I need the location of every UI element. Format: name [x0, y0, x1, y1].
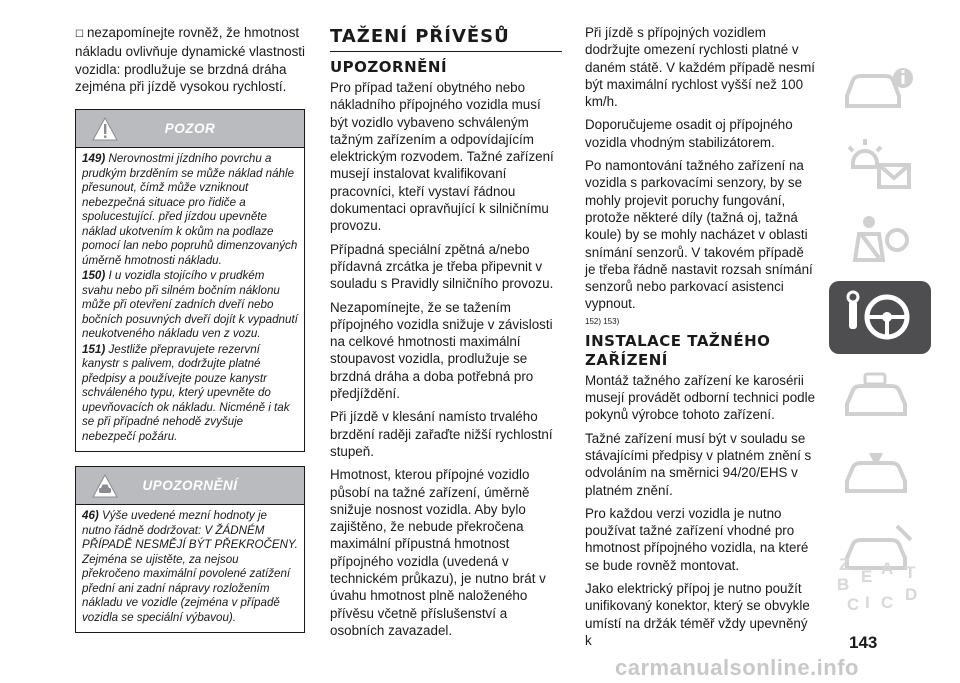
body-paragraph: Tažné zařízení musí být v souladu se stávajícími předpisy v platném znění s odvoláním na směrnici 94/20/EHS v platném znění.	[585, 430, 812, 498]
note-text: Výše uvedené mezní hodnoty je nutno řádně dodržovat: V ŽÁDNÉM PŘÍPADĚ NESMĚJÍ BÝT PŘEKROČENY. Zejména se ujistěte, za nejsou překročeno maximální povolené zatížení přední ani zadní nápravy rozložením nákladu ve vozidle (zejména v případě vozidla se speciální výbavou).	[82, 509, 298, 624]
body-paragraph: Hmotnost, kterou přípojné vozidlo působí na tažné zařízení, úměrně snižuje nosnost vozidla. Aby bylo zajištěno, že nebude překročena maximální přípustná hmotnost přípojného vozidla (uvedená v technickém průkazu), je nutno brát v úvahu hmotnost plně naloženého přívěsu včetně příslušenství a osobních zavazadel.	[330, 467, 546, 638]
section-heading-towing: TAŽENÍ PŘÍVĚSŮ	[330, 26, 562, 52]
body-paragraph: Při jízdě v klesání namísto trvalého brzdění raději zařaďte nižší rychlostní stupeň.	[330, 409, 553, 459]
note-box	[75, 466, 305, 633]
hitch-paragraphs	[585, 372, 815, 649]
chapter-index-sidebar	[829, 50, 931, 589]
steering-wheel-key-icon	[839, 287, 919, 347]
note-item	[82, 269, 298, 342]
body-paragraph: Pro případ tažení obytného nebo nákladního přípojného vozidla musí být vozidlo vybaveno schváleným tažným zařízením a odpovídajícím elektrickým rozvodem. Tažné zařízení musejí instalovat kvalifikovaní pracovníci, kteří vystaví řádnou dokumentaci opravňující k silničnímu provozu.	[330, 80, 554, 234]
seatbelt-airbag-icon	[839, 210, 919, 270]
tab-in-emergency[interactable]	[829, 358, 931, 431]
warning-box-header	[76, 110, 304, 148]
car-info-icon	[839, 56, 919, 116]
warning-body	[76, 148, 304, 451]
note-item	[82, 343, 298, 445]
column-1	[75, 24, 305, 633]
note-text: I u vozidla stojícího v prudkém svahu nebo při silném bočním náklonu může při otevření zadních dveří nebo bočních posuvných dveří dojít k vypadnutí neukotveného nákladu ven z vozu.	[82, 269, 298, 341]
index-letter: I	[865, 593, 870, 612]
body-paragraph: Pro každou verzi vozidla je nutno používat tažné zařízení vhodné pro hmotnost přípojného vozidla, na které se bude rovněž montovat.	[585, 505, 809, 573]
note-title: UPOZORNĚNÍ	[142, 478, 238, 494]
tab-car-info[interactable]	[829, 50, 931, 123]
car-breakdown-icon	[839, 441, 919, 501]
car-service-icon	[839, 364, 919, 424]
note-ref: 151)	[82, 342, 106, 356]
subheading-notice: UPOZORNĚNÍ	[330, 58, 448, 76]
index-letter: A	[881, 559, 894, 578]
column-2	[330, 24, 562, 645]
body-paragraph: Montáž tažného zařízení ke karosérii musejí provádět odborní technici podle pokynů výrobce tohoto zařízení.	[585, 372, 816, 423]
body-paragraph: Doporučujeme osadit oj přípojného vozidla vhodným stabilizátorem.	[585, 117, 793, 150]
column-3	[585, 24, 815, 655]
warning-box	[75, 109, 305, 452]
note-box-header	[76, 467, 304, 505]
note-item	[82, 152, 298, 268]
note-text: Nerovnostmi jízdního povrchu a prudkým brzděním se může náklad náhle přesunout, čímž může vzniknout nebezpečná situace pro řidiče a spolucestující. před jízdou upevněte náklad ukotvením k okům na podlaze pomocí lan nebo popruhů dimenzovaných úměrně hmotnosti nákladu.	[82, 152, 298, 267]
note-text: Jestliže přepravujete rezervní kanystr s palivem, dodržujte platné předpisy a používejte pouze kanystr schváleného typu, který upevněte do upevňovacích ok nákladu. Nicméně i tak se při případné nehodě zvyšuje nebezpečí požáru.	[82, 342, 290, 443]
note-item	[82, 509, 298, 625]
section-heading-hitch-installation: INSTALACE TAŽNÉHO ZAŘÍZENÍ	[585, 331, 771, 369]
index-letter: E	[861, 567, 873, 586]
warning-title: POZOR	[164, 121, 216, 137]
body-paragraph: Případná speciální zpětná a/nebo přídavná zrcátka je třeba připevnit v souladu s Pravidly silničního provozu.	[330, 241, 554, 292]
body-paragraph: Jako elektrický přípoj je nutno použít unifikovaný konektor, který se obvykle umístí na držák téměř vždy upevněný k	[585, 581, 810, 648]
index-letter: C	[847, 595, 860, 614]
tab-warning-lights[interactable]	[829, 127, 931, 200]
note-references: 152) 153)	[585, 316, 620, 326]
body-paragraph: Nezapomínejte, že se tažením přípojného vozidla snižuje v závislosti na celkové hmotnosti maximální stoupavost vozidla, prodlužuje se brzdná dráha a doba potřebná pro předjíždění.	[330, 299, 553, 402]
intro-paragraph: ☐ nezapomínejte rovněž, že hmotnost nákladu ovlivňuje dynamické vlastnosti vozidla: prodlužuje se brzdná dráha zejména při jízdě vysokou rychlostí.	[75, 24, 305, 95]
speed-paragraphs	[585, 24, 815, 313]
note-body	[76, 505, 304, 632]
alphabetical-index-tab[interactable]	[835, 553, 925, 613]
body-paragraph: Po namontování tažného zařízení na vozidla s parkovacími senzory, by se mohly projevit poruchy fungování, protože některé díly (tažná oj, tažná koule) by se mohly nacházet v oblasti snímání senzorů. V takovém případě je třeba řádně nastavit rozsah snímání senzorů nebo parkovací asistenci vypnout.	[585, 158, 813, 312]
page-number: 143	[849, 633, 878, 652]
tab-maintenance[interactable]	[829, 435, 931, 508]
body-paragraph: Při jízdě s přípojných vozidlem dodržujte omezení rychlosti platné v daném státě. V každém případě nesmí být maximální rychlost vyšší než 100 km/h.	[585, 25, 815, 110]
index-letter: C	[881, 593, 894, 612]
towing-paragraphs	[330, 79, 562, 639]
index-letter: D	[905, 585, 918, 604]
note-ref: 150)	[82, 269, 106, 283]
index-letter: T	[905, 563, 916, 582]
note-ref: 149)	[82, 152, 106, 166]
index-letter: B	[837, 575, 850, 594]
note-ref: 46)	[82, 509, 99, 523]
index-letter: Z	[839, 555, 850, 574]
watermark: carmanualsonline.info	[615, 655, 859, 680]
tab-starting-and-driving[interactable]	[829, 281, 931, 354]
warning-lights-icon	[839, 133, 919, 193]
tab-safety[interactable]	[829, 204, 931, 277]
